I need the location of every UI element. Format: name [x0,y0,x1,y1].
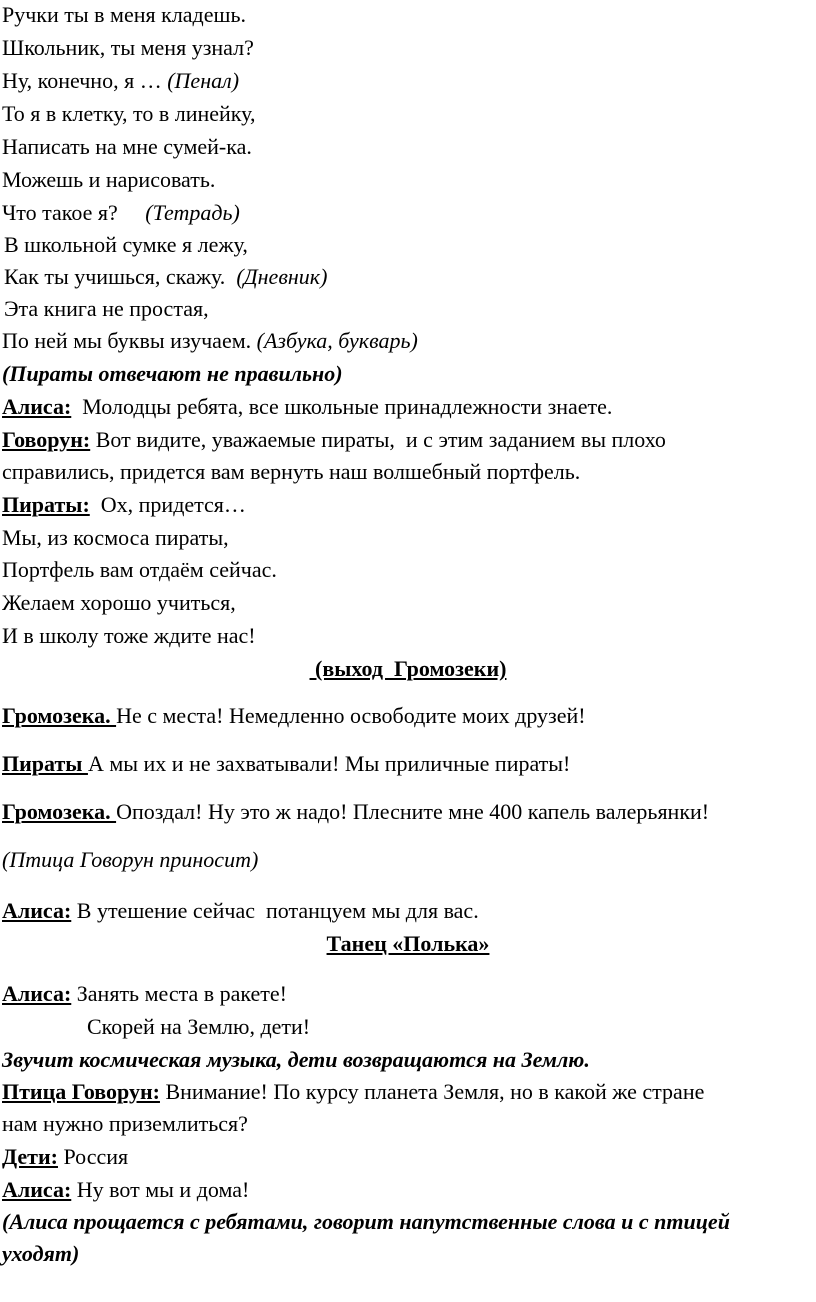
speaker-name: Пираты: [2,492,90,517]
dialogue-line: Дети: Россия [2,1144,129,1169]
speaker-name: Говорун: [2,427,91,452]
dialogue-line: Громозека. Опоздал! Ну это ж надо! Плесните мне 400 капель валерьянки! [2,799,710,824]
dialogue-line: Алиса: В утешение сейчас потанцуем мы для вас. [2,898,479,923]
speaker-name: Алиса: [2,981,72,1006]
verse-line: То я в клетку, то в линейку, [2,101,256,126]
speaker-name: Алиса: [2,1177,72,1202]
verse-line: Ну, конечно, я … (Пенал) [2,68,240,93]
riddle-answer: (Азбука, букварь) [256,328,418,353]
section-heading: (выход Громозеки) [309,656,507,681]
verse-line: Как ты учишься, скажу. (Дневник) [4,264,328,289]
verse-line: И в школу тоже ждите нас! [2,623,256,648]
verse-line: Можешь и нарисовать. [2,167,216,192]
speaker-name: Птица Говорун: [2,1079,160,1104]
stage-direction-continued: уходят) [2,1241,80,1266]
riddle-answer: (Пенал) [167,68,240,93]
verse-line: Желаем хорошо учиться, [2,590,236,615]
dialogue-line: Громозека. Не с места! Немедленно освободите моих друзей! [2,703,586,728]
section-heading: Танец «Полька» [326,931,490,956]
dialogue-line-continued: справились, придется вам вернуть наш волшебный портфель. [2,459,581,484]
speaker-name: Алиса: [2,898,72,923]
dialogue-line-continued: нам нужно приземлиться? [2,1111,248,1136]
riddle-answer: (Тетрадь) [145,200,240,225]
dialogue-line: Пираты: Ох, придется… [2,492,246,517]
dialogue-line: Говорун: Вот видите, уважаемые пираты, и с этим заданием вы плохо [2,427,666,452]
verse-line: По ней мы буквы изучаем. (Азбука, букварь) [2,328,418,353]
dialogue-line: Алиса: Занять места в ракете! [2,981,288,1006]
stage-direction: (Пираты отвечают не правильно) [2,361,343,386]
verse-line: Мы, из космоса пираты, [2,525,229,550]
speaker-name: Дети: [2,1144,58,1169]
speaker-name: Громозека. [2,703,117,728]
riddle-answer: (Дневник) [236,264,328,289]
verse-line: Ручки ты в меня кладешь. [2,2,246,27]
stage-direction: Звучит космическая музыка, дети возвращаются на Землю. [2,1047,590,1072]
speaker-name: Громозека. [2,799,117,824]
verse-line: Школьник, ты меня узнал? [2,35,254,60]
dialogue-line-continued: Скорей на Землю, дети! [87,1014,311,1039]
speaker-name: Алиса: [2,394,72,419]
dialogue-line: Алиса: Ну вот мы и дома! [2,1177,250,1202]
verse-line: В школьной сумке я лежу, [4,232,248,257]
verse-line: Что такое я? (Тетрадь) [2,200,240,225]
dialogue-line: Алиса: Молодцы ребята, все школьные принадлежности знаете. [2,394,613,419]
speaker-name: Пираты [2,751,88,776]
verse-line: Эта книга не простая, [4,296,209,321]
verse-line: Портфель вам отдаём сейчас. [2,557,277,582]
dialogue-line: Пираты А мы их и не захватывали! Мы приличные пираты! [2,751,571,776]
stage-direction: (Алиса прощается с ребятами, говорит напутственные слова и с птицей [2,1209,730,1234]
verse-line: Написать на мне сумей-ка. [2,134,252,159]
stage-direction: (Птица Говорун приносит) [2,847,259,872]
dialogue-line: Птица Говорун: Внимание! По курсу планета Земля, но в какой же стране [2,1079,705,1104]
